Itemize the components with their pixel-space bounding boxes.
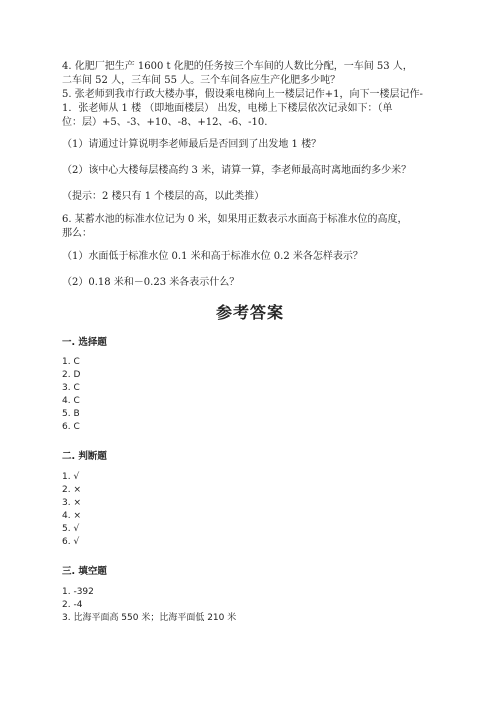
problem-6-question-2: （2）0.18 米和－0.23 米各表示什么？ [62,277,240,288]
answer-item: 3. × [62,498,81,508]
answer-item: 6. √ [62,537,80,547]
answer-item: 3. 比海平面高 550 米；比海平面低 210 米 [62,613,237,623]
problem-5-question-1: （1）请通过计算说明李老师最后是否回到了出发地 1 楼？ [62,139,322,150]
answer-item: 4. C [62,396,80,406]
answer-item: 1. √ [62,472,80,482]
answers-title: 参考答案 [215,303,284,322]
problem-5-line-3: 位：层）+5、-3、+10、-8、+12、-6、-10. [62,117,268,128]
answer-item: 5. B [62,409,80,419]
answer-item: 1. -392 [62,587,94,597]
problem-5-line-2: 1．张老师从 1 楼 （即地面楼层） 出发，电梯上下楼层依次记录如下：（单 [62,103,393,114]
problem-5-hint: （提示：2 楼只有 1 个楼层的高，以此类推） [62,191,265,202]
problem-6-question-1: （1）水面低于标准水位 0.1 米和高于标准水位 0.2 米各怎样表示？ [62,251,363,262]
problem-5-question-2: （2）该中心大楼每层楼高约 3 米，请算一算，李老师最高时离地面约多少米？ [62,165,412,176]
answer-item: 5. √ [62,524,80,534]
answer-item: 4. × [62,511,81,521]
section-heading-choice: 一. 选择题 [62,337,107,348]
section-heading-judgment: 二. 判断题 [62,451,107,462]
answer-item: 2. D [62,370,81,380]
problem-6-line-1: 6. 某蓄水池的标准水位记为 0 米，如果用正数表示水面高于标准水位的高度， [62,214,408,225]
answer-item: 2. × [62,485,81,495]
problem-4-line-2: 二车间 52 人，三车间 55 人。三个车间各应生产化肥多少吨？ [62,75,341,86]
problem-5-line-1: 5. 张老师到我市行政大楼办事，假设乘电梯向上一楼层记作+1，向下一楼层记作- [62,89,423,100]
problem-6-line-2: 那么： [62,228,92,239]
answer-item: 2. -4 [62,600,83,610]
answer-item: 3. C [62,383,80,393]
answer-item: 6. C [62,422,80,432]
problem-4-line-1: 4. 化肥厂把生产 1600 t 化肥的任务按三个车间的人数比分配，一车间 53 人， [62,61,413,72]
answer-item: 1. C [62,357,80,367]
section-heading-fill: 三. 填空题 [62,566,107,577]
